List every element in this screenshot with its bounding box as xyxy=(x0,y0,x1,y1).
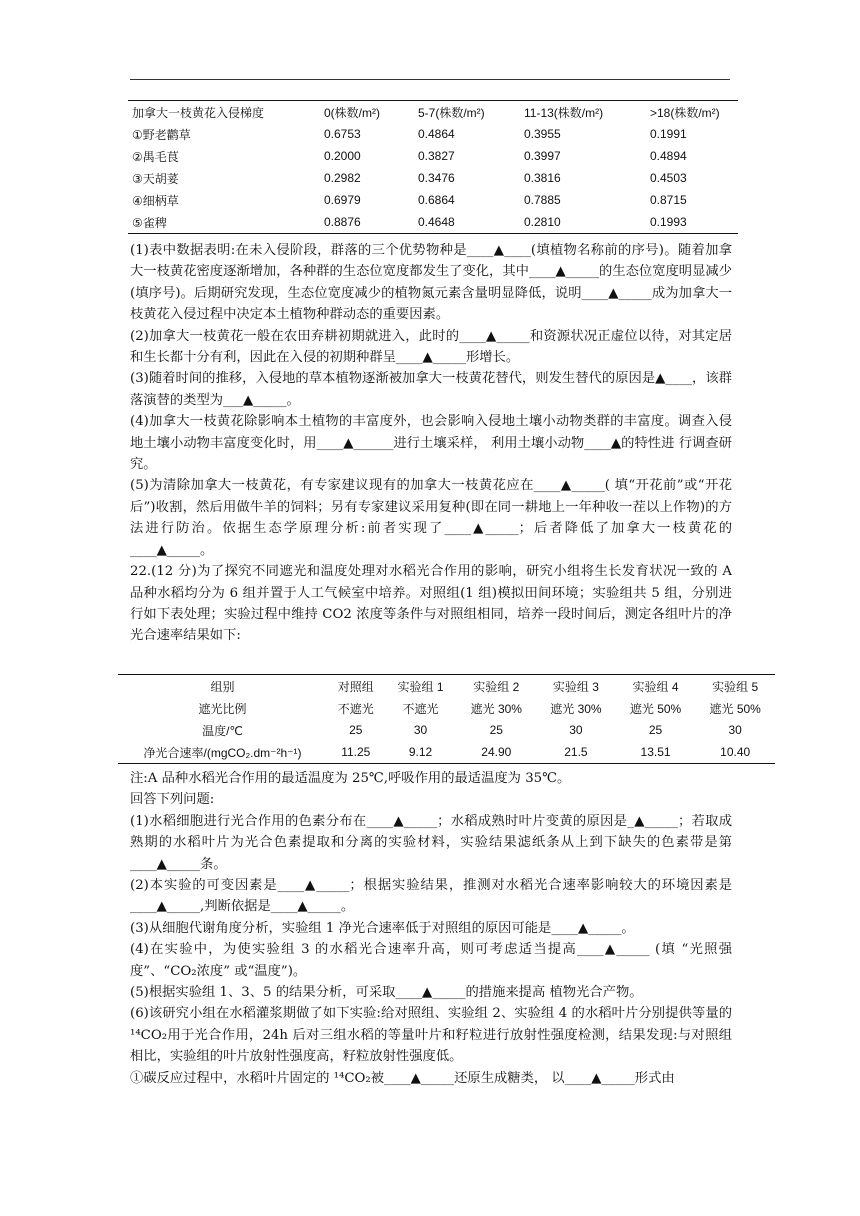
table-cell: 0.2000 xyxy=(324,149,361,163)
table-cell: ⑤雀稗 xyxy=(132,215,167,230)
table-cell: 遮光 50% xyxy=(629,701,682,716)
table-cell: 净光合速率/(mgCO₂.dm⁻²h⁻¹) xyxy=(143,745,302,760)
table-cell: 25 xyxy=(648,723,663,737)
paragraph: (4)在实验中，为使实验组 3 的水稻光合速率升高，则可考虑适当提高____▲_____ (填 “光照强度”、“CO₂浓度” 或“温度”)。 xyxy=(130,942,732,979)
table-cell: 组别 xyxy=(210,679,235,694)
table-cell: 21.5 xyxy=(564,745,588,759)
table-cell: 0.4503 xyxy=(650,171,687,185)
table-row xyxy=(128,211,738,234)
table-cell: 0.4648 xyxy=(418,215,455,229)
table-cell: 0.4894 xyxy=(650,149,687,163)
table-cell: 30 xyxy=(413,723,428,737)
table-cell: 0.4864 xyxy=(418,127,455,141)
table-cell: 0.3997 xyxy=(524,149,561,163)
paragraph: (3)随着时间的推移，入侵地的草本植物逐渐被加拿大一枝黄花替代，则发生替代的原因是▲____，该群落演替的类型为___▲_____。 xyxy=(130,371,732,408)
table-cell: 0.3955 xyxy=(524,127,561,141)
table-cell: 不遮光 xyxy=(402,701,439,716)
table-cell: 实验组 3 xyxy=(552,679,599,694)
table-cell: 实验组 2 xyxy=(473,679,520,694)
table-cell: 0.1993 xyxy=(650,215,687,229)
table-row xyxy=(128,189,738,211)
table-cell: 不遮光 xyxy=(337,701,374,716)
paragraph: (6)该研究小组在水稻灌浆期做了如下实验:给对照组、实验组 2、实验组 4 的水稻叶片分别提供等量的 ¹⁴CO₂用于光合作用，24h 后对三组水稻的等量叶片和籽粒进行放射性强度检测，结果发现:与对照组相比，实验组的叶片放射性强度高，籽粒放射性强度低。 xyxy=(130,1006,732,1065)
table-cell: 遮光 30% xyxy=(470,701,522,716)
table-row xyxy=(118,697,775,719)
table-cell: 0.7885 xyxy=(524,193,561,207)
table-cell: 0.8715 xyxy=(650,193,687,207)
table-cell: 实验组 4 xyxy=(632,679,679,694)
invasion-table xyxy=(128,100,738,234)
table-cell: 0.8876 xyxy=(324,215,361,229)
table-cell: 0.2982 xyxy=(324,171,361,185)
table-cell: 10.40 xyxy=(720,745,751,759)
table-cell: 5-7(株数/m²) xyxy=(418,105,485,120)
table-cell: 实验组 5 xyxy=(712,679,759,694)
paragraph: (5)为清除加拿大一枝黄花，有专家建议现有的加拿大一枝黄花应在____▲_____( 填“开花前”或“开花后”)收割，然后用做牛羊的饲料；另有专家建议采用复种(即在同一耕地上一年种收一茬以上作物)的方法进行防治。依据生态学原理分析:前者实现了____▲_____；后者降低了加拿大一枝黄花的____▲_____。 xyxy=(130,478,732,558)
table-cell: 11-13(株数/m²) xyxy=(524,105,604,120)
paragraph: 回答下列问题: xyxy=(130,792,215,808)
table-row xyxy=(118,741,775,764)
table-cell: 0.3816 xyxy=(524,171,561,185)
paragraph: (4)加拿大一枝黄花除影响本土植物的丰富度外，也会影响入侵地土壤小动物类群的丰富度。调查入侵地土壤小动物丰富度变化时，用____▲______进行土壤采样， 利用土壤小动物____▲的特性进 行调查研究。 xyxy=(130,414,732,473)
table-cell: 9.12 xyxy=(408,745,433,759)
paragraph: 22.(12 分)为了探究不同遮光和温度处理对水稻光合作用的影响，研究小组将生长发育状况一致的 A 品种水稻均分为 6 组并置于人工气候室中培养。对照组(1 组)模拟田间环境；实验组共 5 组，分别进行如下表处理；实验过程中维持 CO2 浓度等条件与对照组相同，培养一段时间后，测定各组叶片的净光合速率结果如下: xyxy=(130,564,732,644)
table-cell: 24.90 xyxy=(481,745,512,759)
table-cell: ③天胡荽 xyxy=(132,171,179,186)
table-row xyxy=(128,145,738,167)
table-row xyxy=(128,123,738,145)
table-cell: ②禺毛茛 xyxy=(132,149,179,164)
table-cell: 温度/℃ xyxy=(202,723,243,738)
table-cell: 30 xyxy=(728,723,742,737)
table-cell: 遮光 30% xyxy=(550,701,602,716)
table-cell: ①野老鹳草 xyxy=(132,127,191,142)
table-cell: 0.6864 xyxy=(418,193,455,207)
table-header-row xyxy=(128,101,738,124)
table-cell: 30 xyxy=(569,723,583,737)
table-cell: 遮光比例 xyxy=(198,701,247,716)
table-cell: 25 xyxy=(489,723,503,737)
table-cell: 11.25 xyxy=(341,745,371,759)
table-cell: 25 xyxy=(349,723,363,737)
table-row xyxy=(118,719,775,741)
paragraph: (1)表中数据表明:在未入侵阶段，群落的三个优势物种是____▲____(填植物名称前的序号)。随着加拿大一枝黄花密度逐渐增加，各种群的生态位宽度都发生了变化，其中____▲_____的生态位宽度明显减少(填序号)。后期研究发现，生态位宽度减少的植物氮元素含量明显降低，说明____▲_____成为加拿大一枝黄花入侵过程中决定本土植物种群动态的重要因素。 xyxy=(130,243,732,323)
question-21-text xyxy=(130,240,732,647)
paragraph: (3)从细胞代谢角度分析，实验组 1 净光合速率低于对照组的原因可能是____▲_____。 xyxy=(130,920,635,936)
table-cell: 对照组 xyxy=(337,679,374,694)
table-cell: 遮光 50% xyxy=(709,701,761,716)
table-cell: 0.6753 xyxy=(324,127,361,141)
paragraph: (2)本实验的可变因素是____▲_____；根据实验结果，推测对水稻光合速率影响较大的环境因素是____▲_____,判断依据是____▲_____。 xyxy=(130,878,732,915)
header-rule xyxy=(130,79,730,80)
paragraph: 注:A 品种水稻光合作用的最适温度为 25℃,呼吸作用的最适温度为 35℃。 xyxy=(130,771,571,786)
table-cell: 0.3827 xyxy=(418,149,455,163)
table-cell: 0.6979 xyxy=(324,193,361,207)
table-row xyxy=(128,167,738,189)
paragraph: ①碳反应过程中，水稻叶片固定的 ¹⁴CO₂被____▲_____还原生成糖类， 以____▲_____形式由 xyxy=(130,1070,675,1086)
table-row xyxy=(118,675,775,698)
table-cell: ④细柄草 xyxy=(132,193,179,208)
table-cell: >18(株数/m²) xyxy=(650,105,720,120)
paragraph: (2)加拿大一枝黄花一般在农田弃耕初期就进入，此时的____▲_____和资源状况正虚位以待，对其定居和生长都十分有利，因此在入侵的初期种群呈____▲_____形增长。 xyxy=(130,328,732,366)
rice-table xyxy=(118,674,775,764)
paragraph: (1)水稻细胞进行光合作用的色素分布在____▲_____；水稻成熟时叶片变黄的原因是_▲_____；若取成熟期的水稻叶片为光合色素提取和分离的实验材料，实验结果滤纸条从上到下缺失的色素带是第____▲_____条。 xyxy=(130,813,732,872)
table-cell: 实验组 1 xyxy=(397,679,444,694)
table-cell: 0.1991 xyxy=(650,127,687,141)
question-22-text xyxy=(130,768,732,1089)
table-cell: 0.3476 xyxy=(418,171,455,185)
table-cell: 0(株数/m²) xyxy=(324,105,380,120)
table-cell: 0.2810 xyxy=(524,215,561,229)
table-cell: 加拿大一枝黄花入侵梯度 xyxy=(132,105,265,120)
paragraph: (5)根据实验组 1、3、5 的结果分析，可采取____▲_____的措施来提高 植物光合产物。 xyxy=(130,985,643,1001)
table-cell: 13.51 xyxy=(640,745,671,759)
